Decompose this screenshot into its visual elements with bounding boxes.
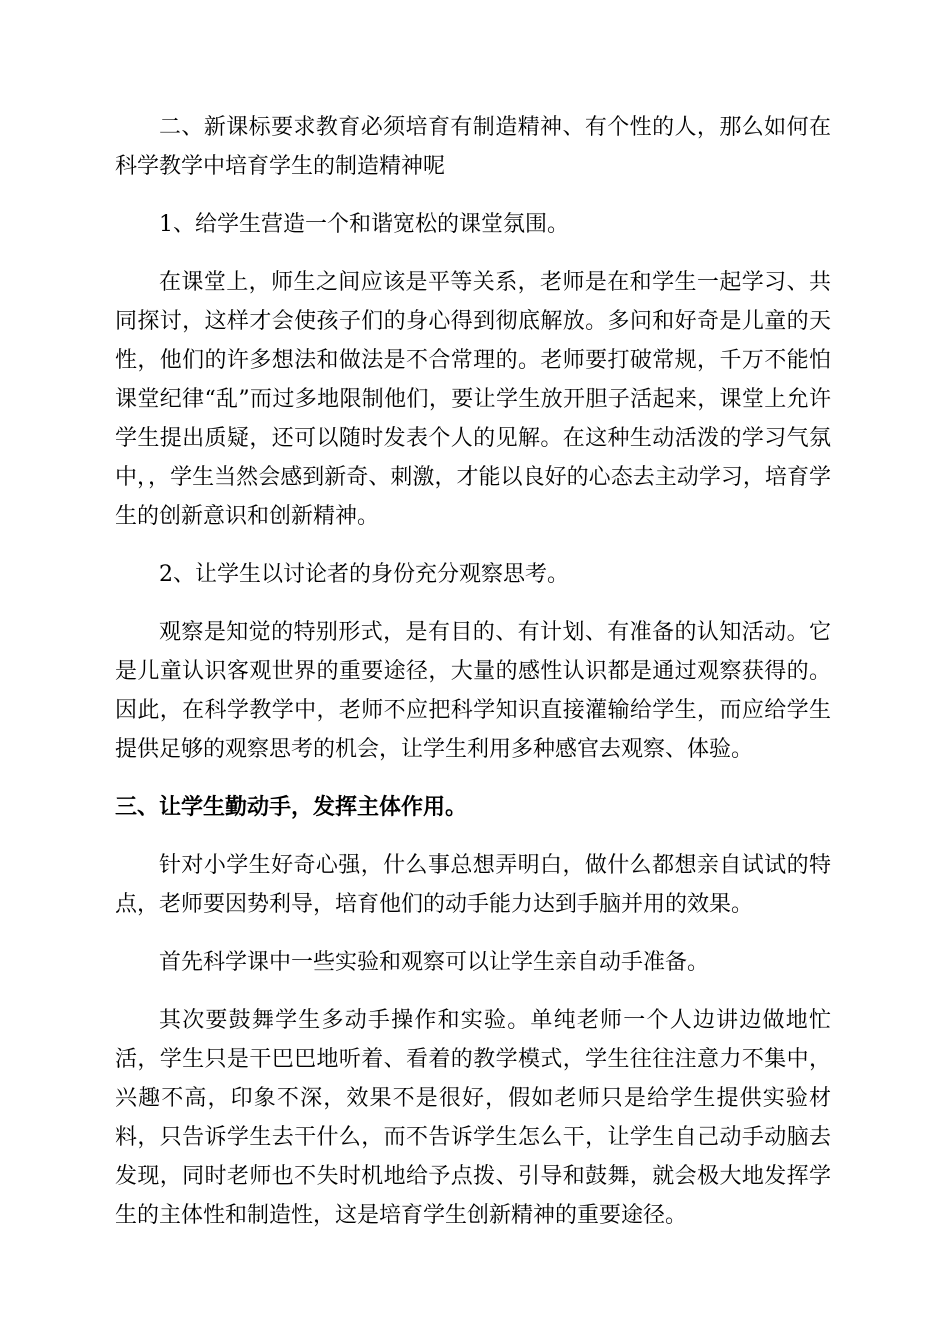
section-two-intro-paragraph: 二、新课标要求教育必须培育有制造精神、有个性的人，那么如何在科学教学中培育学生的制造精神呢	[115, 115, 831, 179]
second-point-paragraph: 其次要鼓舞学生多动手操作和实验。单纯老师一个人边讲边做地忙活，学生只是干巴巴地听着、看着的教学模式，学生往往注意力不集中，兴趣不高，印象不深，效果不是很好，假如老师只是给学生提供实验材料，只告诉学生去干什么，而不告诉学生怎么干，让学生自己动手动脑去发现，同时老师也不失时机地给予点拨、引导和鼓舞，就会极大地发挥学生的主体性和制造性，这是培育学生创新精神的重要途径。	[115, 1008, 831, 1228]
subheading-2-paragraph: 2、让学生以讨论者的身份充分观察思考。	[159, 562, 569, 587]
section-three-heading: 三、让学生勤动手，发挥主体作用。	[115, 794, 468, 820]
subheading-1-paragraph: 1、给学生营造一个和谐宽松的课堂氛围。	[159, 212, 569, 237]
hands-on-paragraph: 针对小学生好奇心强，什么事总想弄明白，做什么都想亲自试试的特点，老师要因势利导，培育他们的动手能力达到手脑并用的效果。	[115, 853, 831, 917]
document-page	[115, 108, 831, 1235]
first-point-paragraph: 首先科学课中一些实验和观察可以让学生亲自动手准备。	[159, 950, 710, 975]
classroom-atmosphere-paragraph: 在课堂上，师生之间应该是平等关系，老师是在和学生一起学习、共同探讨，这样才会使孩子们的身心得到彻底解放。多问和好奇是儿童的天性，他们的许多想法和做法是不合常理的。老师要打破常规，千万不能怕课堂纪律“乱”而过多地限制他们，要让学生放开胆子活起来，课堂上允许学生提出质疑，还可以随时发表个人的见解。在这种生动活泼的学习气氛中，，学生当然会感到新奇、刺激，才能以良好的心态去主动学习，培育学生的创新意识和创新精神。	[115, 270, 831, 529]
observation-paragraph: 观察是知觉的特别形式，是有目的、有计划、有准备的认知活动。它是儿童认识客观世界的重要途径，大量的感性认识都是通过观察获得的。因此，在科学教学中，老师不应把科学知识直接灌输给学生，而应给学生提供足够的观察思考的机会，让学生利用多种感官去观察、体验。	[115, 620, 831, 762]
